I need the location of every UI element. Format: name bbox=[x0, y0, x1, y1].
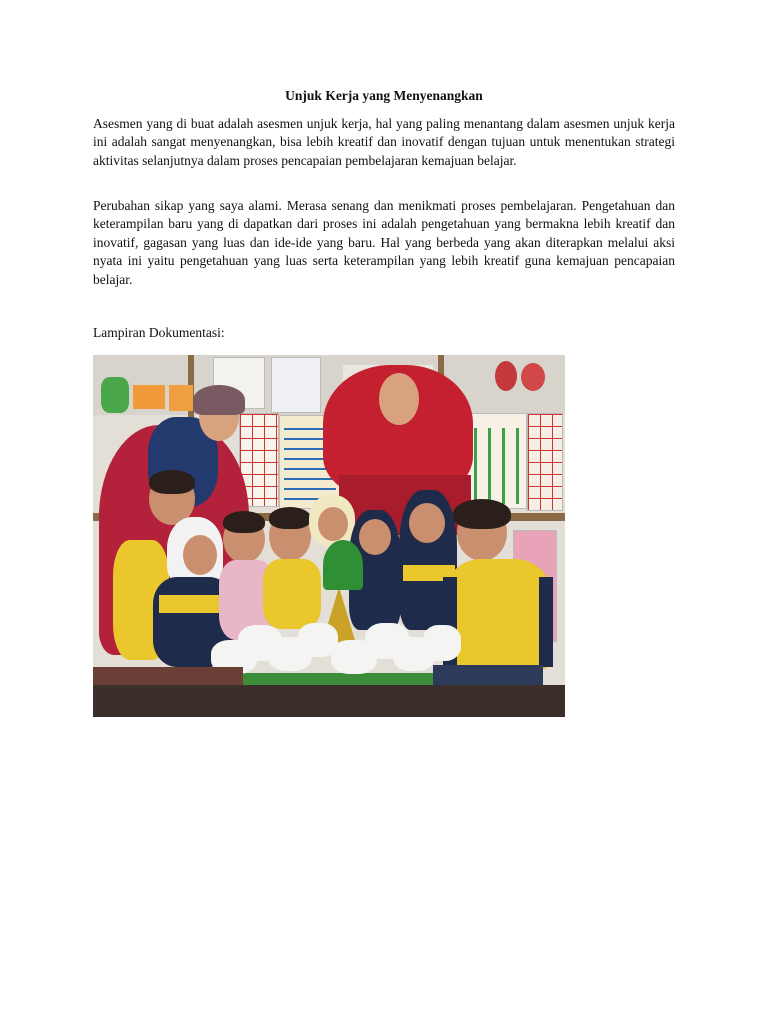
label-card-8 bbox=[423, 625, 461, 661]
document-title: Unjuk Kerja yang Menyenangkan bbox=[285, 88, 483, 103]
table-right bbox=[433, 665, 543, 685]
wall-decoration-red-2 bbox=[521, 363, 545, 391]
child-2-face bbox=[183, 535, 217, 575]
teacher-left-hijab bbox=[193, 385, 245, 415]
child-7-face bbox=[409, 503, 445, 543]
wall-decoration-red bbox=[495, 361, 517, 391]
documentation-photo bbox=[93, 355, 565, 717]
child-2-stripe bbox=[159, 595, 225, 613]
poster-top-2 bbox=[271, 357, 321, 413]
paragraph-1: Asesmen yang di buat adalah asesmen unjuk kerja, hal yang paling menantang dalam asesmen unjuk kerja ini adalah sangat menyenangkan, bisa lebih kreatif dan inovatif dengan tujuan untuk menentukan strategi aktivitas selanjutnya dalam proses pencapaian pembelajaran kemajuan belajar. bbox=[93, 116, 675, 168]
child-1-hair bbox=[149, 470, 195, 494]
teacher-right-face bbox=[379, 373, 419, 425]
photo-floor bbox=[93, 685, 565, 717]
child-3-hair bbox=[223, 511, 265, 533]
paper-tree bbox=[323, 540, 363, 590]
child-5-face bbox=[318, 507, 348, 541]
child-6-face bbox=[359, 519, 391, 555]
number-card-19 bbox=[133, 385, 165, 409]
paragraph-2: Perubahan sikap yang saya alami. Merasa senang dan menikmati proses pembelajaran. Pengetahuan dan keterampilan baru yang di dapatkan dari proses ini adalah pengetahuan yang bermakna lebih kreatif dan inovatif, gagasan yang luas dan ide-ide yang baru. Hal yang berbeda yang akan diterapkan melalui aksi nyata ini yaitu pengetahuan yang luas serta keterampilan yang lebih kreatif guna kemajuan pencapaian belajar. bbox=[93, 198, 675, 287]
number-card-18 bbox=[169, 385, 193, 411]
number-grid-chart bbox=[527, 413, 563, 511]
child-4-body bbox=[263, 559, 321, 629]
attachment-caption: Lampiran Dokumentasi: bbox=[93, 325, 225, 340]
child-8-hair bbox=[453, 499, 511, 529]
child-8-sleeve-right bbox=[539, 577, 553, 667]
wall-decoration-green bbox=[101, 377, 129, 413]
child-4-hair bbox=[269, 507, 311, 529]
